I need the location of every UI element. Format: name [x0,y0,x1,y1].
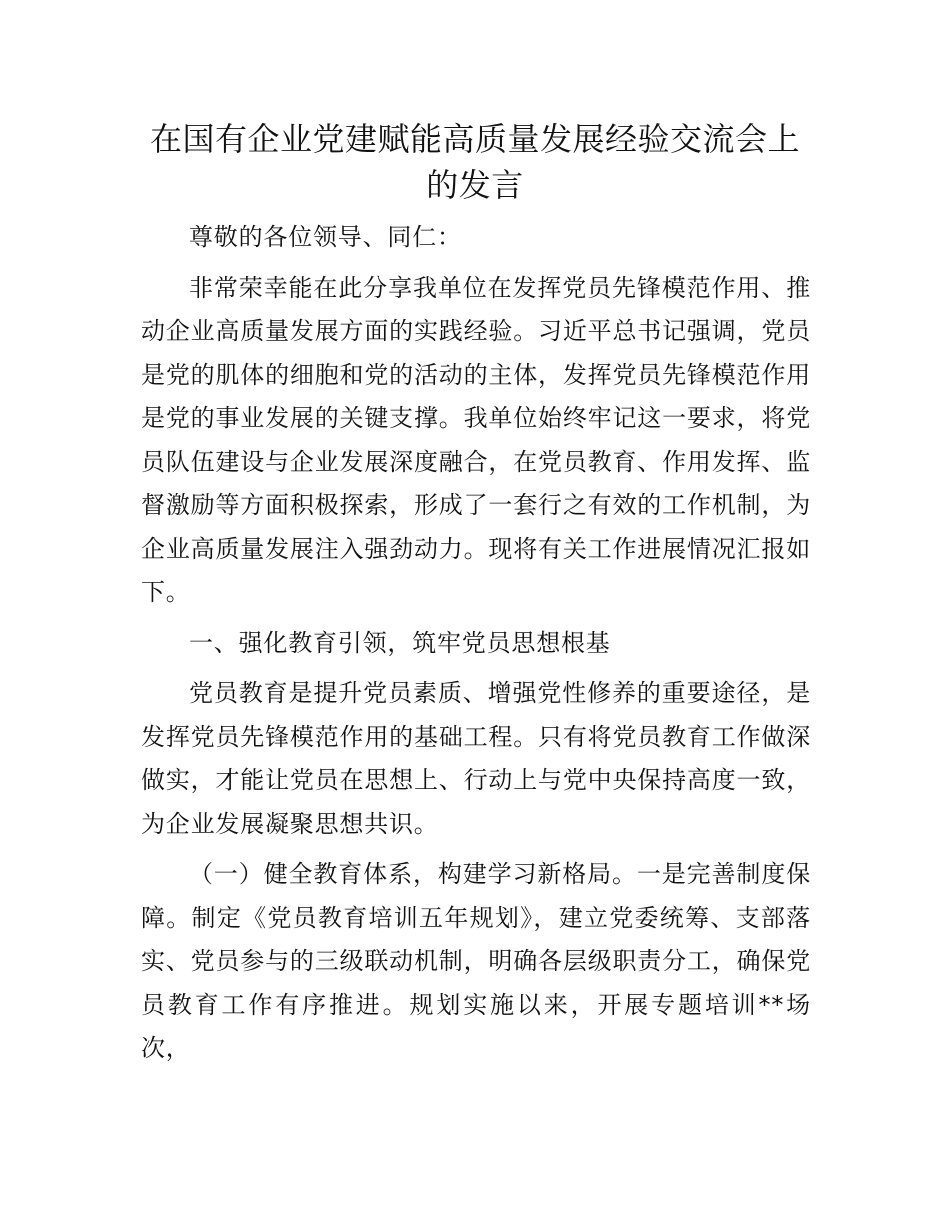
document-body [141,216,811,1078]
paragraph-education: 党员教育是提升党员素质、增强党性修养的重要途径，是发挥党员先锋模范作用的基础工程。只有将党员教育工作做深做实，才能让党员在思想上、行动上与党中央保持高度一致，为企业发展凝聚思想共识。 [141,679,811,838]
section-heading-1: 一、强化教育引领，筑牢党员思想根基 [189,628,611,657]
salutation: 尊敬的各位领导、同仁： [189,223,462,251]
paragraph-subsection-1: （一）健全教育体系，构建学习新格局。一是完善制度保障。制定《党员教育培训五年规划》，建立党委统筹、支部落实、党员参与的三级联动机制，明确各层级职责分工，确保党员教育工作有序推进。规划实施以来，开展专题培训**场次， [141,860,811,1062]
document-title: 在国有企业党建赋能高质量发展经验交流会上的发言 [149,120,800,204]
paragraph-intro: 非常荣幸能在此分享我单位在发挥党员先锋模范作用、推动企业高质量发展方面的实践经验。习近平总书记强调，党员是党的肌体的细胞和党的活动的主体，发挥党员先锋模范作用是党的事业发展的关键支撑。我单位始终牢记这一要求，将党员队伍建设与企业发展深度融合，在党员教育、作用发挥、监督激励等方面积极探索，形成了一套行之有效的工作机制，为企业高质量发展注入强劲动力。现将有关工作进展情况汇报如下。 [141,273,811,606]
